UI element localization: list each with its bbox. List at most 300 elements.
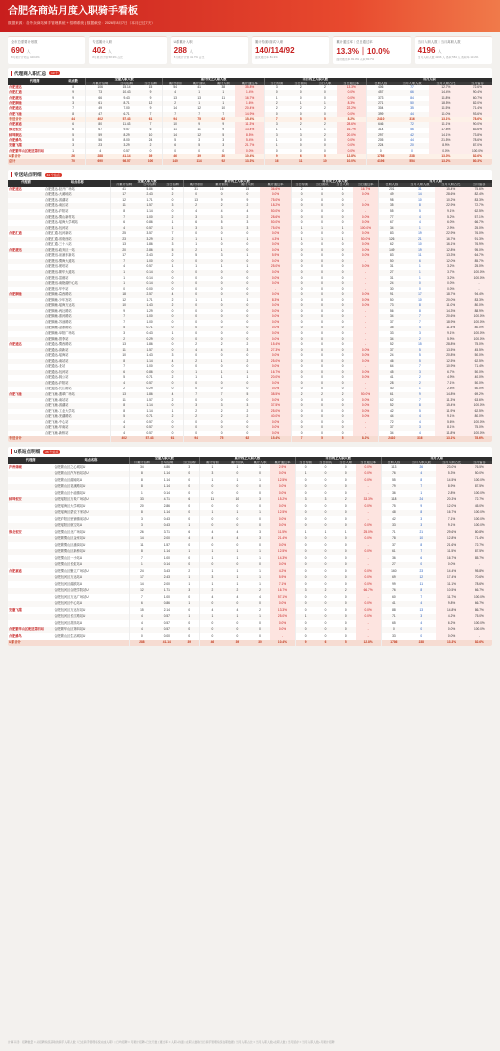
table-cell: 3 [179,588,199,595]
table-cell: 31 [418,186,422,191]
table-cell: 0 [209,425,235,431]
table-cell: 13 [197,95,201,100]
table-cell: 20.8% [435,353,466,359]
table-cell: 71.4% [467,536,492,543]
table-cell: 85.7% [467,555,492,562]
table-cell: 0 [321,209,323,213]
table-cell: 46 [379,359,405,365]
table-cell: 8.29 [114,133,138,138]
table-cell: 0 [344,568,347,573]
table-cell: 1 [209,237,235,243]
table-cell: 0 [200,523,225,530]
table-cell: 0 [183,398,209,404]
table-cell: 1 [171,220,174,225]
table-cell: 1 [312,226,333,232]
table-cell: 0 [312,270,333,276]
table-cell: 0 [162,281,183,287]
table-cell: 3 [235,226,261,232]
table-cell: 0 [291,403,312,409]
table-cell: 0 [312,326,333,332]
table-cell: 20 [395,143,429,148]
table-cell: 23 [111,237,137,243]
table-cell: 288 [85,154,114,159]
table-cell: 合肥包河区万达东站U [54,607,86,612]
table-cell: - [353,209,379,215]
table-cell: 合肥蜀山区一小站U [54,555,83,560]
table-cell: 0.0% [436,627,466,634]
table-cell: 0 [162,270,183,276]
table-cell: 22.2% [337,106,366,111]
table-cell: 0 [183,364,209,370]
table-cell: 85.7% [466,259,492,265]
table-cell: 4 [129,620,154,627]
table-cell: 0 [200,620,225,627]
table-cell: 0 [312,192,333,198]
table-cell: - [260,287,291,293]
table-cell: 0 [332,326,353,332]
table-cell: 49 [379,192,405,198]
table-row[interactable] [8,640,492,647]
table-cell: 合肥汇通-包河新站 [45,231,72,236]
table-cell: 100.0% [467,620,492,627]
table-cell: 0.0% [429,149,463,154]
table-cell: 8 [111,209,137,215]
table-cell: 93.6% [463,112,492,117]
table-cell: 0.0% [356,471,381,478]
table-cell: 7.1% [270,581,295,588]
col-header: 累计通过率 [260,183,291,187]
table-cell: 0 [295,620,315,627]
table-cell: 100.0% [466,337,492,343]
table-cell: 0 [162,370,183,376]
table-cell: 合肥顺驰-两社路站 [45,308,72,313]
table-cell: 4 [404,414,435,420]
table-cell: - [356,594,381,601]
table-cell: 2.14 [163,607,170,612]
table-cell: 0 [295,575,315,582]
table-cell: 66.7% [467,601,492,608]
table-cell: 1 [200,549,225,556]
table-cell: 4 [236,594,239,599]
table-cell: 91.3% [466,237,492,243]
table-cell: 0 [291,281,312,287]
table-cell: 100.0% [466,314,492,320]
table-cell: 合肥蜂鸟 [9,633,22,638]
table-cell: 40.0% [260,414,291,420]
table-cell: 73 [85,90,114,95]
table-cell: 7 [183,392,209,398]
table-cell: 28.6% [337,122,366,127]
table-cell: 0 [200,627,225,634]
kpi-title: U系累计入职 [173,40,193,44]
table-cell: 4 [111,381,137,387]
table-cell: 15.4% [260,436,291,442]
table-cell: 1 [250,510,270,517]
table-cell: 14 [129,536,154,543]
table-cell: 2 [235,215,261,221]
table-cell: 1 [344,529,347,534]
table-cell: - [356,555,381,562]
table-cell: 淮北恒安 [9,529,22,534]
table-cell: 3 [200,471,225,478]
kpi-value: 402 人 [92,46,112,55]
table-cell: 76.0% [466,231,492,237]
table-cell: 3 [235,403,261,409]
table-cell: 0 [246,242,249,247]
table-cell: 合肥包河区合肥学院站U [53,588,129,595]
table-cell: 28.6% [435,192,466,198]
table-cell: 16.7% [435,237,466,243]
table-cell: 1 [220,264,223,269]
table-cell: 1 [264,143,288,148]
table-cell: 0 [312,215,333,221]
table-cell: 0 [183,331,209,337]
table-cell: 0 [321,353,323,358]
table-cell: 83.6% [463,128,492,133]
table-cell: 100.0% [466,403,492,409]
col-header: 当日通过率 [337,82,366,86]
table-cell: 1 [200,581,225,588]
table-cell: 402 [111,436,137,442]
table-cell: 0.0% [270,620,295,627]
table-cell: 0.57 [137,226,163,232]
table-cell: 25 [111,231,137,237]
table-cell: 0 [313,143,337,148]
table-cell: 合肥飞驰 [8,392,44,398]
table-cell: 0 [183,259,209,265]
table-cell: 7 [418,397,421,402]
table-cell: 0.0% [356,549,381,556]
table-cell: 8 [406,510,436,517]
table-cell: 1 [332,237,353,243]
col-header: 站点名称 [44,180,111,187]
table-cell: 5 [313,117,337,122]
table-cell: 1 [236,555,239,560]
table-cell: 0 [188,542,191,547]
table-cell: 4 [129,627,154,634]
table-cell: 0.86 [154,601,179,608]
table-cell: 52 [379,342,405,348]
table-cell: 0 [315,627,335,634]
table-cell: U系合计 [8,154,61,159]
table-cell: 3 [315,497,335,504]
table-cell: 0.57 [123,148,130,153]
table-cell: 5.2% [435,215,466,221]
table-cell: 18 [111,292,137,298]
table-cell: 28.8% [435,342,466,348]
table-cell: 57.43 [137,436,163,442]
table-cell: 0 [295,490,315,497]
table-cell: 5 [235,392,261,398]
table-cell: 44 [379,414,405,420]
table-cell: 1 [259,464,261,469]
table-cell: 23.0% [436,464,466,471]
table-cell: 0 [324,607,327,612]
table-cell: 4 [220,209,223,213]
table-cell: 0.14 [154,562,179,569]
table-cell: 41 [111,187,137,193]
table-cell: 2 [163,101,187,106]
table-cell: 合肥通达-蜀西路站 [45,342,72,347]
table-cell: 0 [225,471,250,478]
table-cell: 0 [200,484,225,491]
table-cell: 0 [336,575,356,582]
table-cell: 10.43 [114,90,138,95]
table-cell: 8 [404,303,435,309]
table-cell: 34 [129,464,154,471]
table-cell: 8 [129,477,154,484]
table-cell: 7.00 [123,106,130,111]
table-cell: 24 [148,138,153,142]
table-cell: 4.2% [436,614,466,621]
table-cell: 0 [200,503,225,510]
table-cell: 16.7% [235,96,264,101]
table-cell: 0 [246,386,249,391]
table-cell: 3 [183,226,209,232]
table-cell: 淮北恒安 [9,127,22,132]
table-cell: 2410 [366,117,395,122]
table-cell: 14 [163,133,187,138]
table-cell: 3 [289,133,313,138]
table-cell: 2410 [379,436,405,442]
table-cell: 0 [183,431,209,437]
table-cell: 0 [291,320,312,326]
table-cell: 2 [209,203,235,209]
table-cell: 0 [341,264,344,269]
table-cell: 3 [295,497,315,504]
table-cell: 0 [183,387,209,393]
table-cell: 5.3% [436,471,466,478]
table-cell: 0 [171,386,174,391]
table-cell: 77 [379,215,405,221]
table-cell: - [353,270,379,276]
table-cell: 9.8% [436,601,466,608]
table-cell: 2 [336,497,356,504]
table-cell: 3 [188,464,191,469]
table-cell: 5 [183,253,209,259]
col-header: 当日待面 [264,82,288,86]
table-cell: 0 [220,275,223,280]
table-cell: 50 [395,101,429,106]
table-cell: 4 [418,430,421,435]
table-cell: 2 [171,397,174,402]
table-cell: 49 [85,106,114,111]
table-cell: 14.1% [429,133,463,138]
table-cell: 7.1% [435,381,466,387]
table-cell: 3 [404,425,435,431]
table-cell: 4 [259,594,261,599]
table-cell: 0 [291,331,312,337]
table-cell: 合肥通达-包河站 [44,370,111,376]
table-cell: - [353,381,379,387]
table-cell: 0 [188,633,191,638]
table-cell: 4.71 [154,497,179,504]
table-cell: 2.43 [154,575,179,582]
table-cell: 0 [321,319,323,324]
table-cell: 0 [162,337,183,343]
table-cell: 0 [291,314,312,320]
table-cell: 1 [418,264,421,269]
table-cell: 44 [395,112,429,117]
table-cell: 23 [419,568,424,573]
table-cell: 0 [336,549,356,556]
table-cell: 39 [139,154,163,159]
table-cell: 0 [291,326,312,332]
table-cell: 0 [332,192,353,198]
table-cell: 0 [332,414,353,420]
table-cell: 3.7% [435,270,466,276]
table-cell: 0 [291,215,312,221]
table-cell: 1.14 [146,209,153,213]
kpi-value: 4196 人 [417,46,442,55]
table-cell: 6.71 [114,112,138,117]
table-cell: 31 [379,276,405,282]
table-cell: 合肥速达 [9,85,22,90]
table-cell: 2.8% [436,490,466,497]
table-cell: 17.4% [436,575,466,582]
table-cell: 83 [379,231,405,237]
table-cell: 92 [211,159,235,164]
table-cell: 67 [379,220,405,226]
table-cell: 合肥繁华山区配送第四站 [9,148,45,153]
table-cell: 0 [183,326,209,332]
table-cell: 6 [289,154,313,159]
table-cell: 4196 [366,159,395,164]
table-cell: 5 [163,138,187,143]
kpi-title: 全市总需要计划数 [11,40,38,44]
table-cell: 0.0% [356,477,381,484]
table-cell: 0 [291,409,312,415]
table-cell: 0.0% [270,627,295,634]
group-header: 全量入职人数 [129,457,200,461]
table-cell: 0 [220,364,223,369]
table-cell: 72.7% [466,203,492,209]
table-cell: 0 [344,503,347,508]
table-cell: 0.0% [337,143,366,148]
table-cell: 10.5% [436,588,466,595]
table-cell: 3 [406,614,436,621]
table-cell: 25.0% [260,409,291,415]
table-cell: 9 [222,127,225,132]
table-cell: 0 [315,536,335,543]
table-cell: 100.0% [467,594,492,601]
table-cell: - [353,337,379,343]
table-cell: 0 [250,471,270,478]
table-cell: 5 [162,248,183,254]
table-cell: 0 [235,425,261,431]
table-cell: 690 [85,159,114,164]
group-header: 全量入职人数 [85,78,162,82]
table-cell: 1 [171,408,174,413]
table-cell: 0 [250,627,270,634]
table-cell: 合肥顺驰-金寨路站 [44,326,111,332]
table-cell: 0 [183,320,209,326]
table-cell: 31 [183,187,209,193]
table-cell: 0 [295,627,315,634]
table-cell: 0 [336,601,356,608]
table-cell: 59 [85,133,114,138]
table-cell: 0.0% [356,464,381,471]
table-cell: 5 [312,436,333,442]
table-cell: 2 [404,337,435,343]
table-cell: 56 [410,127,414,132]
table-cell: 3 [418,331,421,336]
table-cell: 57.1% [466,215,492,221]
table-cell: 373 [366,96,395,101]
table-cell: 5.86 [146,186,153,191]
table-cell: 6 [171,186,174,191]
table-cell: 0.0% [356,536,381,543]
table-cell: 0 [315,471,335,478]
table-cell: 0 [220,231,223,236]
table-cell: 0.0% [260,192,291,198]
table-cell: 1 [179,575,199,582]
table-cell: - [356,516,381,523]
table-cell: 2 [171,253,174,258]
table-cell: - [353,276,379,282]
table-cell: 13.1% [435,436,466,442]
table-cell: 4 [183,348,209,354]
table-cell: 2.00 [163,581,170,586]
table-cell: 1 [183,370,209,376]
table-cell: 1 [187,90,211,95]
table-cell: 42 [379,409,405,415]
table-cell: 0 [209,192,235,198]
table-cell: 0 [162,314,183,320]
col-header: 当日入职 [336,461,356,465]
table-cell: 合肥通达 [9,106,22,111]
table-cell: 25.0% [466,264,492,270]
table-cell: 0 [179,627,199,634]
table-cell: 7 [171,231,174,236]
table-cell: 0 [321,386,323,391]
table-cell: 28 [379,381,405,387]
col-header: 代理商 [8,180,44,187]
table-cell: 238 [395,154,429,159]
table-cell: 0 [291,209,312,215]
table-cell: 98 [379,198,405,204]
table-cell: 1786 [381,640,406,647]
table-cell: 0 [324,464,327,469]
table-cell: 37 [379,320,405,326]
table-cell: 0.14 [163,490,170,495]
table-cell: 1 [235,370,261,376]
table-cell: 0 [295,549,315,556]
col-header: 日均招聘 [137,183,163,187]
table-cell: 0 [162,425,183,431]
table-cell: 0 [332,403,353,409]
table-cell: 9 [264,154,288,159]
table-cell: 2 [264,106,288,111]
table-cell: 10 [418,297,422,302]
table-cell: 41 [197,85,201,90]
table-cell: 9 [149,95,152,100]
table-cell: 98.57 [114,159,138,164]
table-cell: - [353,281,379,287]
table-cell: 3 [198,138,201,142]
page-subtitle: 数据来源：各外卖商站骑手管理系统 + 招聘系统 | 数据截至：2026年8月7日（本月已过7天） [8,21,155,25]
table-cell: 1 [299,127,302,132]
table-cell: 66.7% [356,588,381,595]
table-cell: 0 [312,303,333,309]
table-cell: 8 [420,542,423,547]
table-cell: 1 [321,186,323,191]
u-station-section [8,447,492,646]
col-header: 当月留存 [463,82,492,86]
table-cell: 100.0% [467,490,492,497]
table-cell: 4 [200,594,225,601]
table-cell: 14.5% [436,477,466,484]
